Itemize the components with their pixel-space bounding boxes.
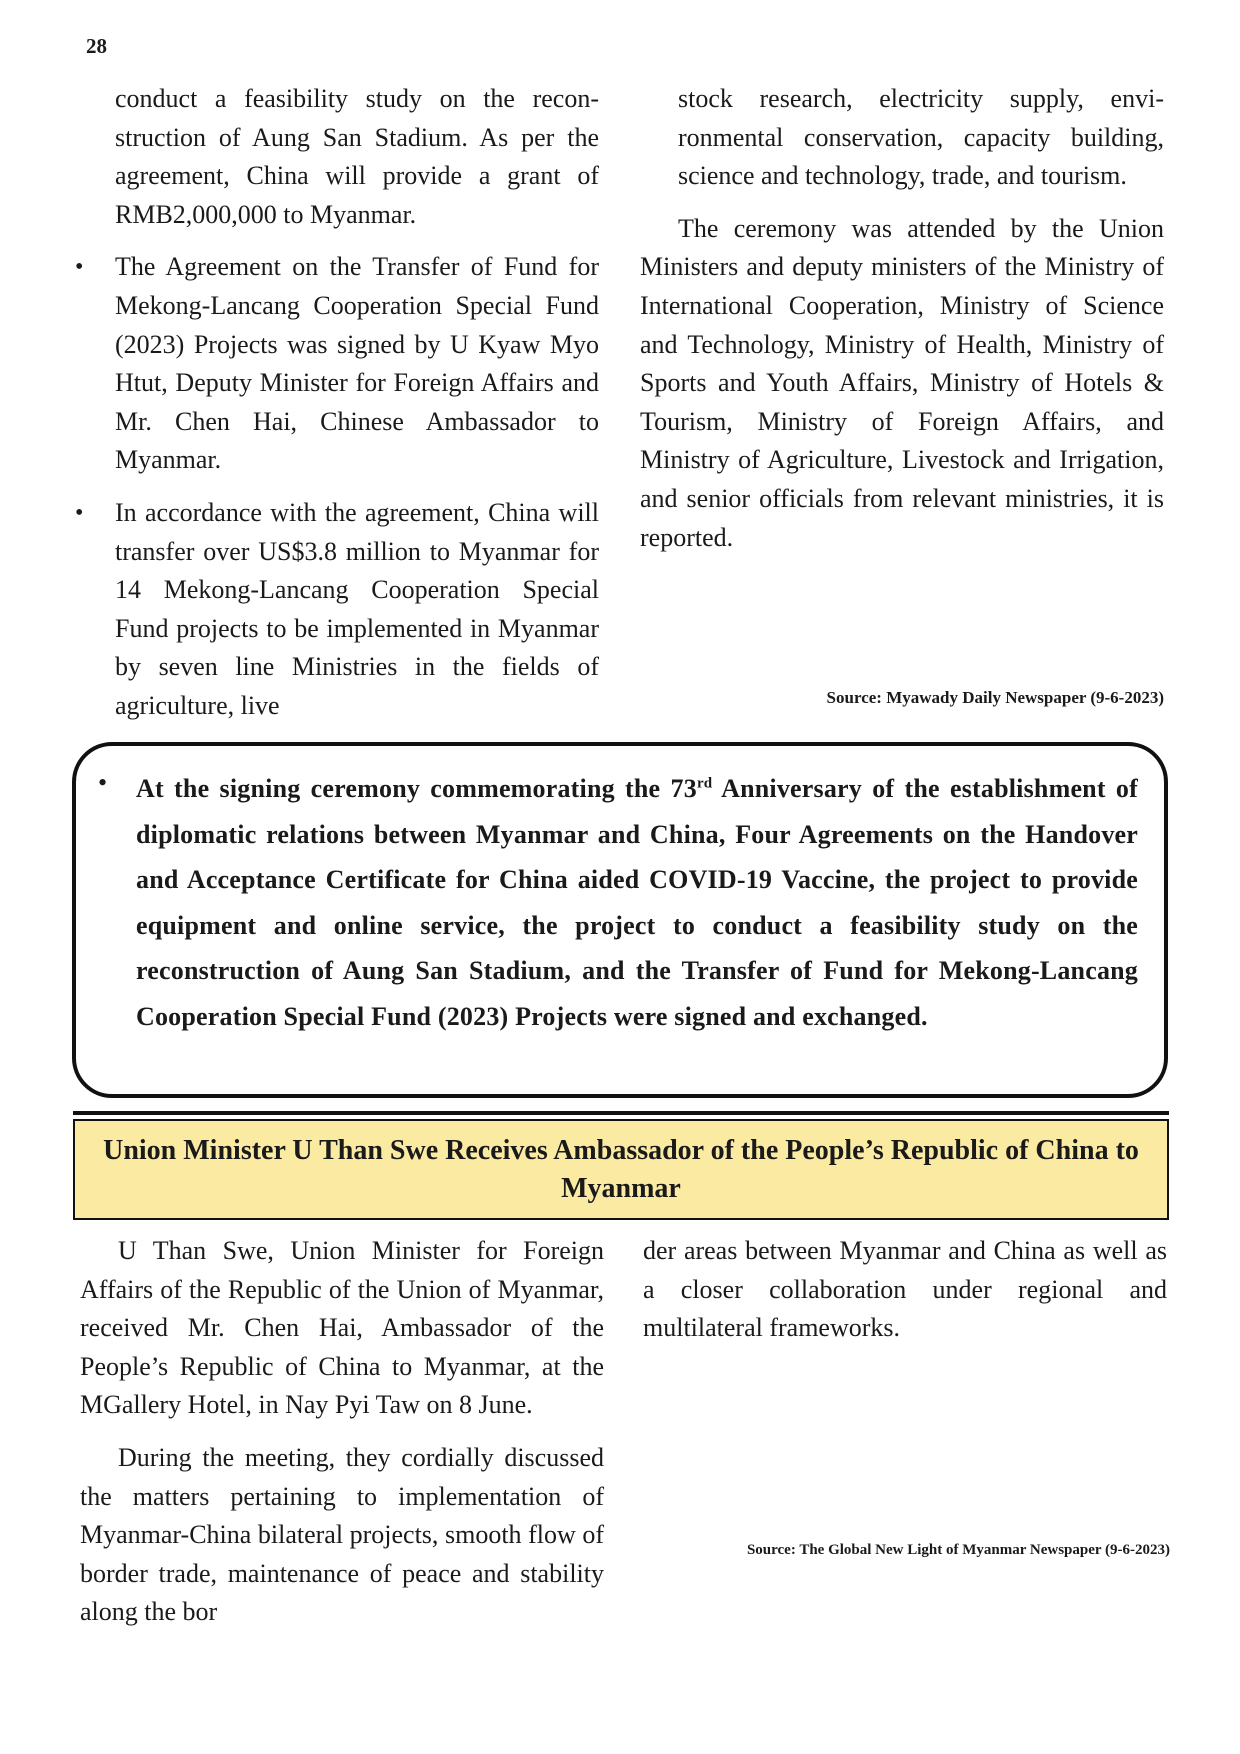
article-paragraph: der areas between Myanmar and China as well as a closer collaboration under regional and multilateral frameworks.: [643, 1236, 1167, 1343]
bullet-item: • The Agreement on the Transfer of Fund for Mekong-Lancang Cooperation Special Fund (2023) Projects was signed by U Kyaw Myo Htut, Deputy Minister for Foreign Affairs and Mr. Chen Hai, Chinese Ambassador to Myanmar.: [115, 248, 599, 480]
ceremony-paragraph: The ceremony was attended by the Union Ministers and deputy ministers of the Ministry of International Cooperation, Ministry of Science and Technology, Ministry of Health, Ministry of Sports and Youth Affairs, Ministry of Hotels & Tourism, Ministry of Foreign Affairs, and Ministry of Agriculture, Livestock and Irrigation, and senior officials from relevant ministries, it is reported.: [640, 213, 1164, 552]
bullet-icon: •: [98, 768, 108, 797]
article-paragraph: During the meeting, they cordially discussed the matters pertaining to implementation of Myanmar-China bilateral projects, smooth flow of border trade, maintenance of peace and stability along the bor: [80, 1442, 604, 1627]
callout-text-start: At the signing ceremony commemorating the 73: [136, 774, 697, 803]
bottom-left-column: [80, 1232, 604, 1632]
callout-text: [136, 766, 1138, 1039]
section-title: Union Minister U Than Swe Receives Ambassador of the People’s Republic of China to Myanmar: [73, 1119, 1169, 1220]
callout-text-end: Anniversary of the establishment of diplomatic relations between Myanmar and China, Four Agreements on the Handover and Acceptance Certificate for China aided COVID-19 Vaccine, the project to provide equipment and online service, the project to conduct a feasibility study on the reconstruction of Aung San Stadium, and the Transfer of Fund for Mekong-Lancang Cooperation Special Fund (2023) Projects were signed and exchanged.: [136, 774, 1138, 1031]
article-paragraph: U Than Swe, Union Minister for Foreign Affairs of the Republic of the Union of Myanmar, received Mr. Chen Hai, Ambassador of the People’s Republic of China to Myanmar, at the MGallery Hotel, in Nay Pyi Taw on 8 June.: [80, 1236, 604, 1420]
source-citation: Source: The Global New Light of Myanmar Newspaper (9-6-2023): [746, 1542, 1170, 1558]
section-divider: [73, 1111, 1169, 1115]
top-right-column: [640, 80, 1164, 557]
ordinal-superscript: rd: [696, 775, 713, 792]
bullet-item: • In accordance with the agreement, China will transfer over US$3.8 million to Myanmar for 14 Mekong-Lancang Cooperation Special Fund projects to be implemented in Myanmar by seven line Ministries in the fields of agriculture, live: [115, 494, 599, 726]
page-number: 28: [86, 34, 107, 58]
continuation-paragraph: stock research, electricity supply, environmental conservation, capacity building, science and technology, trade, and tourism.: [678, 84, 1164, 191]
continuation-paragraph: conduct a feasibility study on the reconstruction of Aung San Stadium. As per the agreement, China will provide a grant of RMB2,000,000 to Myanmar.: [115, 84, 599, 229]
source-citation: Source: Myawady Daily Newspaper (9-6-2023): [826, 688, 1164, 707]
agreement-bullet-list: [115, 248, 599, 725]
highlight-callout-box: [72, 742, 1168, 1098]
bottom-right-column: [643, 1232, 1167, 1348]
top-left-column: [115, 80, 599, 740]
